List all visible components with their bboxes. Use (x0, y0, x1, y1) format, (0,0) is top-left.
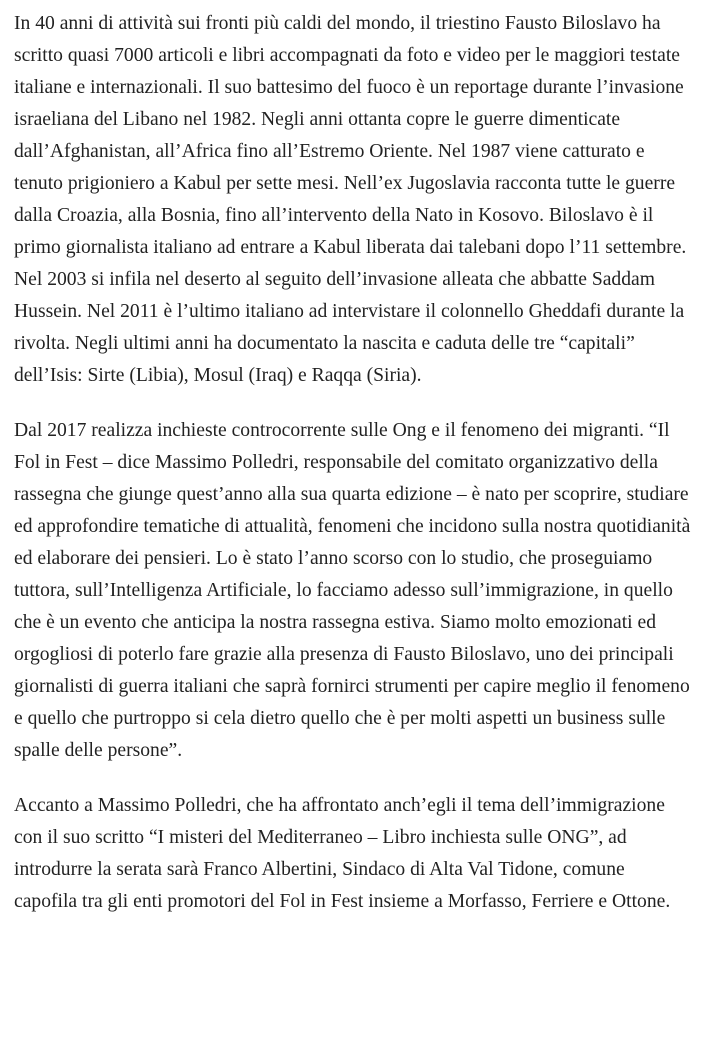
article-paragraph: Accanto a Massimo Polledri, che ha affrontato anch’egli il tema dell’immigrazione con il suo scritto “I misteri del Mediterraneo – Libro inchiesta sulle ONG”, ad introdurre la serata sarà Franco Albertini, Sindaco di Alta Val Tidone, comune capofila tra gli enti promotori del Fol in Fest insieme a Morfasso, Ferriere e Ottone. (14, 795, 671, 912)
article-paragraph: In 40 anni di attività sui fronti più caldi del mondo, il triestino Fausto Biloslavo ha scritto quasi 7000 articoli e libri accompagnati da foto e video per le maggiori testate italiane e internazionali. Il suo battesimo del fuoco è un reportage durante l’invasione israeliana del Libano nel 1982. Negli anni ottanta copre le guerre dimenticate dall’Afghanistan, all’Africa fino all’Estremo Oriente. Nel 1987 viene catturato e tenuto prigioniero a Kabul per sette mesi. Nell’ex Jugoslavia racconta tutte le guerre dalla Croazia, alla Bosnia, fino all’intervento della Nato in Kosovo. Biloslavo è il primo giornalista italiano ad entrare a Kabul liberata dai talebani dopo l’11 settembre. Nel 2003 si infila nel deserto al seguito dell’invasione alleata che abbatte Saddam Hussein. Nel 2011 è l’ultimo italiano ad intervistare il colonnello Gheddafi durante la rivolta. Negli ultimi anni ha documentato la nascita e caduta delle tre “capitali” dell’Isis: Sirte (Libia), Mosul (Iraq) e Raqqa (Siria). (14, 13, 687, 386)
article-paragraph: Dal 2017 realizza inchieste controcorrente sulle Ong e il fenomeno dei migranti. “Il Fol in Fest – dice Massimo Polledri, responsabile del comitato organizzativo della rassegna che giunge quest’anno alla sua quarta edizione – è nato per scoprire, studiare ed approfondire tematiche di attualità, fenomeni che incidono sulla nostra quotidianità ed elaborare dei pensieri. Lo è stato l’anno scorso con lo studio, che proseguiamo tuttora, sull’Intelligenza Artificiale, lo facciamo adesso sull’immigrazione, in quello che è un evento che anticipa la nostra rassegna estiva. Siamo molto emozionati ed orgogliosi di poterlo fare grazie alla presenza di Fausto Biloslavo, uno dei principali giornalisti di guerra italiani che saprà fornirci strumenti per capire meglio il fenomeno e quello che purtroppo si cela dietro quello che è per molti aspetti un business sulle spalle delle persone”. (14, 420, 691, 761)
